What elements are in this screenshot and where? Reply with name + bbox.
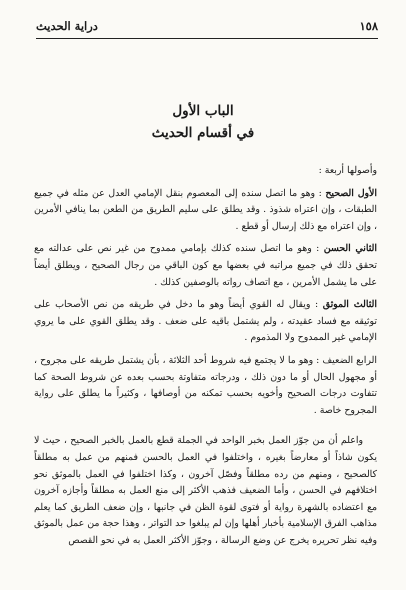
term-muwathaq: الثالث الموثق [322,299,378,311]
running-header [36,16,378,36]
text-hasan: : وهو ما اتصل سنده كذلك بإمامي ممدوح من غير نص على عدالته مع تحقق ذلك في جميع مراتبه في بعضها مع كون الباقي من رجال الصحيح ، ويطلق أيضاً على ما يشمل الأمرين ، مع اتصاف رواته بالوصفين كذلك . [34,243,377,288]
page-body [34,163,377,549]
paragraph-ruling: واعلم أن من جوّز العمل بخبر الواحد في الجملة قطع بالعمل بالخبر الصحيح ، حيث لا يكون شاذاً أو معارضاً بغيره ، واختلفوا في العمل بالحسن فمنهم من عمل به مطلقاً كالصحيح ، ومنهم من رده مطلقاً وفصّل آخرون ، وكذا اختلفوا في العمل بالموثق نحو اختلافهم في الحسن ، وأما الضعيف فذهب الأكثر إلى منع العمل به مطلقاً وأجازه آخرون مع اعتضاده بالشهرة رواية أو فتوى لقوة الظن في جانبها ، وإن ضعف الطريق كما يعلم مذاهب الفرق الإسلامية بأخبار أهلها وإن لم يبلغوا حد التواتر ، وهذا حجة من عمل بالموثق وفيه نظر تحريره يخرج عن وضع الرسالة ، وجوّز الأكثر العمل به في نحو القصص [34,435,377,546]
intro-line: وأصولها أربعة : [318,165,377,176]
text-muwathaq: : ويقال له القوي أيضاً وهو ما دخل في طريقه من نص الأصحاب على توثيقه مع فساد عقيدته ، ولم يشتمل باقيه على ضعف . وقد يطلق القوي على ما يروي الإمامي غير الممدوح ولا المذموم . [34,299,377,344]
page-number: ١٥٨ [359,19,378,33]
term-hasan: الثاني الحسن [323,243,377,255]
header-rule [36,38,378,39]
chapter-title-line1: الباب الأول [172,103,234,119]
term-sahih: الأول الصحيح [325,187,378,199]
chapter-title-line2: في أقسام الحديث [151,125,255,141]
chapter-title [0,100,406,144]
paragraph-muwathaq [34,297,377,347]
paragraph-hasan [34,241,377,291]
paragraph-sahih [34,186,377,236]
paragraph-daif: الرابع الضعيف : وهو ما لا يجتمع فيه شروط أحد الثلاثة ، بأن يشتمل طريقه على مجروح ، أو مجهول الحال أو ما دون ذلك ، ودرجاته متفاوتة بحسب بعده عن شروط الصحة كما تتفاوت درجات الصحيح وأخويه بحسب تمكنه من أوصافها ، وكثيراً ما يطلق على رواية المجروح خاصة . [34,354,377,416]
running-title: دراية الحديث [36,19,98,33]
text-sahih: : وهو ما اتصل سنده إلى المعصوم بنقل الإمامي العدل عن مثله في جميع الطبقات ، وإن اعتراه شذوذ . وقد يطلق على سليم الطريق من الطعن بما ينافي الأمرين ، وإن اعتراه مع ذلك إرسال أو قطع . [34,187,377,232]
